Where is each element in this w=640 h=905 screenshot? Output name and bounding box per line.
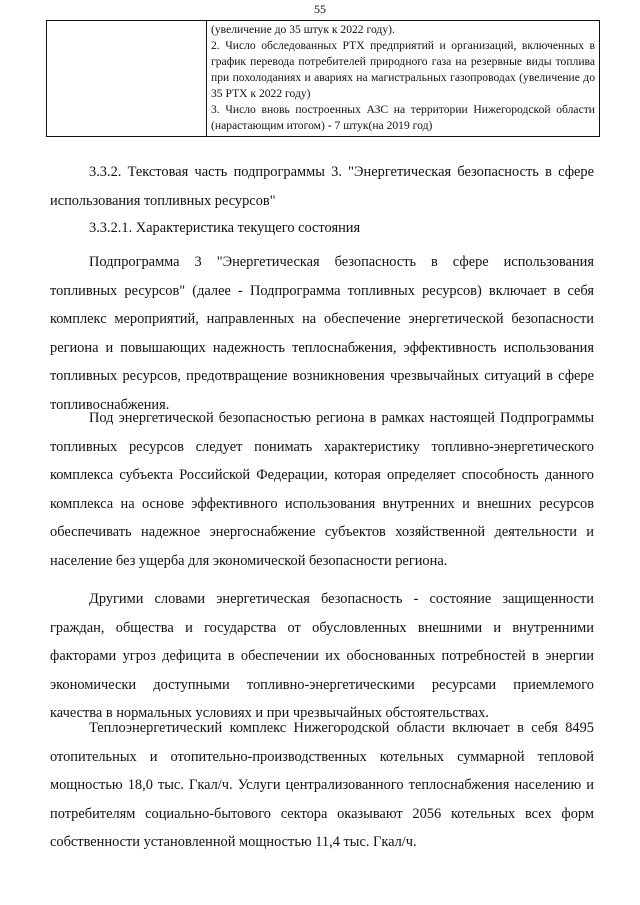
table-cell-line: (увеличение до 35 штук к 2022 году). <box>211 23 395 36</box>
paragraph-text: Под энергетической безопасностью региона в рамках настоящей Подпрограммы топливных ресурсов следует понимать характеристику топливно-энергетического комплекса субъекта Российской Федерации, которая определяет способность данного комплекса на основе эффективного использования внутренних и внешних ресурсов обеспечивать надежное энергоснабжение субъектов хозяйственной деятельности и население без ущерба для экономической безопасности региона. <box>50 410 594 569</box>
paragraph-text: Подпрограмма 3 "Энергетическая безопасность в сфере использования топливных ресурсов" (далее - Подпрограмма топливных ресурсов) включает в себя комплекс мероприятий, направленных на обеспечение энергетической безопасности региона и повышающих надежность теплоснабжения, эффективность использования топливных ресурсов, предотвращение возникновения чрезвычайных ситуаций в сфере топливоснабжения. <box>50 254 594 413</box>
table-cell-indicators <box>207 21 600 137</box>
indicators-table <box>46 20 600 137</box>
table-row <box>47 21 600 137</box>
paragraph <box>50 404 594 575</box>
table-cell-line: 3. Число вновь построенных АЗС на территории Нижегородской области (нарастающим итогом) - 7 штук(на 2019 год) <box>211 103 595 132</box>
page-number: 55 <box>314 2 326 16</box>
paragraph <box>50 585 594 728</box>
section-heading-text: 3.3.2. Текстовая часть подпрограммы 3. "Энергетическая безопасность в сфере использования топливных ресурсов" <box>50 164 594 209</box>
paragraph <box>50 714 594 857</box>
paragraph-text: Теплоэнергетический комплекс Нижегородской области включает в себя 8495 отопительных и отопительно-производственных котельных суммарной тепловой мощностью 18,0 тыс. Гкал/ч. Услуги централизованного теплоснабжения населению и потребителям социально-бытового сектора оказывают 2056 котельных всех форм собственности установленной мощностью 11,4 тыс. Гкал/ч. <box>50 720 594 850</box>
section-heading <box>50 158 594 215</box>
paragraph <box>50 248 594 419</box>
paragraph-text: Другими словами энергетическая безопасность - состояние защищенности граждан, общества и государства от обусловленных внешними и внутренними факторами угроз дефицита в обеспечении их обоснованных потребностей в энергии экономически доступными топливно-энергетическими ресурсами приемлемого качества в нормальных условиях и при чрезвычайных обстоятельствах. <box>50 591 594 721</box>
table-cell-empty <box>47 21 207 137</box>
table-cell-line: 2. Число обследованных РТХ предприятий и организаций, включенных в график перевода потребителей природного газа на резервные виды топлива при похолоданиях и авариях на магистральных газопроводах (увеличение до 35 РТХ к 2022 году) <box>211 39 595 100</box>
subsection-heading-text: 3.3.2.1. Характеристика текущего состояния <box>89 220 361 236</box>
subsection-heading <box>50 214 594 243</box>
